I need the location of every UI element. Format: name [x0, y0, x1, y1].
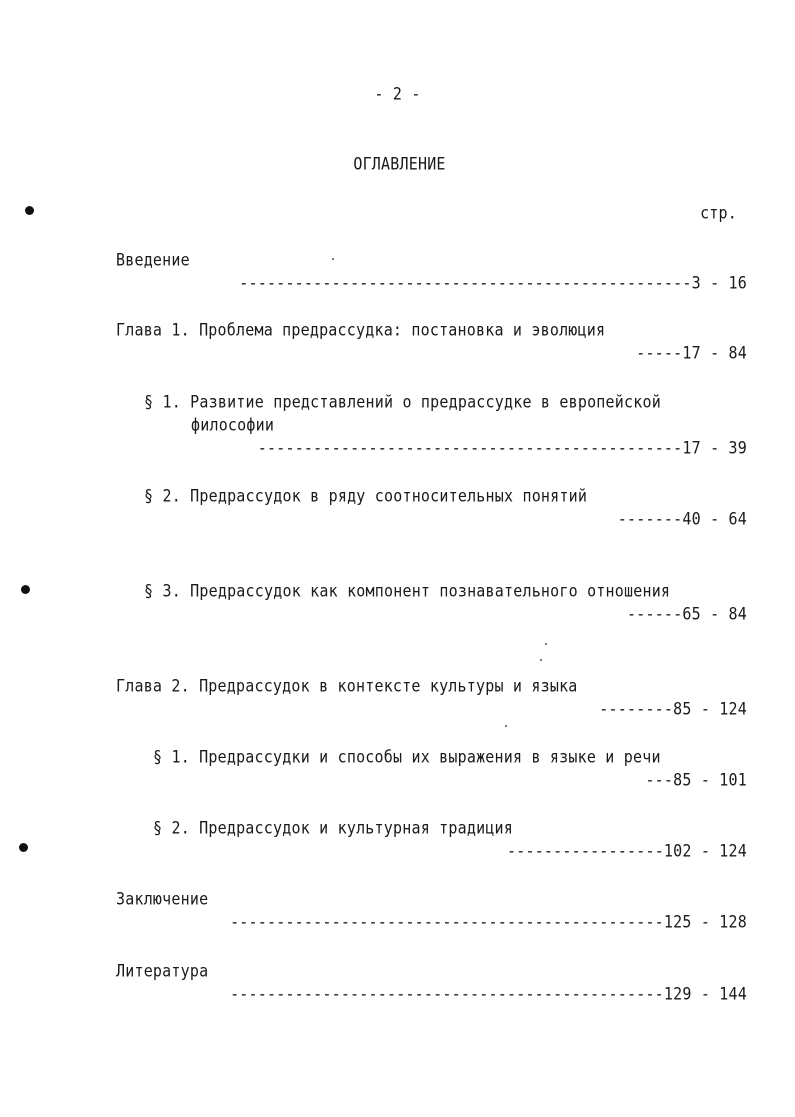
toc-entry-title: Заключение	[116, 889, 209, 910]
toc-entry-pages: -------------------------------------------------3 - 16	[239, 273, 747, 294]
scan-speck	[540, 659, 542, 661]
toc-entry-pages: -----------------102 - 124	[507, 841, 747, 862]
toc-entry-title: § 1. Предрассудки и способы их выражения в языке и речи	[153, 747, 661, 768]
scan-speck	[505, 725, 507, 727]
toc-entry-pages: -----17 - 84	[636, 343, 747, 364]
punch-hole-mark	[25, 206, 34, 215]
toc-entry-title: § 2. Предрассудок в ряду соотносительных понятий	[144, 486, 588, 507]
toc-entry-pages: -----------------------------------------------125 - 128	[230, 912, 747, 933]
toc-entry-pages: --------85 - 124	[599, 699, 747, 720]
toc-entry-pages: -------40 - 64	[617, 509, 747, 530]
toc-entry-title-cont: философии	[191, 415, 275, 436]
toc-entry-title: § 1. Развитие представлений о предрассудке в европейской	[144, 392, 661, 413]
page-title: ОГЛАВЛЕНИЕ	[353, 154, 446, 175]
toc-entry-pages: ------65 - 84	[627, 604, 747, 625]
toc-entry-pages: -----------------------------------------------129 - 144	[230, 984, 747, 1005]
punch-hole-mark	[19, 843, 28, 852]
toc-entry-title: § 3. Предрассудок как компонент познавательного отношения	[144, 581, 671, 602]
toc-entry-title: Введение	[116, 250, 190, 271]
toc-entry-title: § 2. Предрассудок и культурная традиция	[153, 818, 513, 839]
toc-entry-title: Литература	[116, 961, 209, 982]
scan-speck	[545, 643, 547, 645]
punch-hole-mark	[21, 585, 30, 594]
toc-entry-pages: ---85 - 101	[645, 770, 747, 791]
toc-entry-pages: ----------------------------------------------17 - 39	[257, 438, 747, 459]
toc-entry-title: Глава 1. Проблема предрассудка: постановка и эволюция	[116, 320, 606, 341]
toc-entry-title: Глава 2. Предрассудок в контексте культуры и языка	[116, 676, 578, 697]
scan-speck	[332, 258, 334, 260]
page-column-header: стр.	[700, 203, 737, 224]
page-number: - 2 -	[374, 84, 421, 105]
